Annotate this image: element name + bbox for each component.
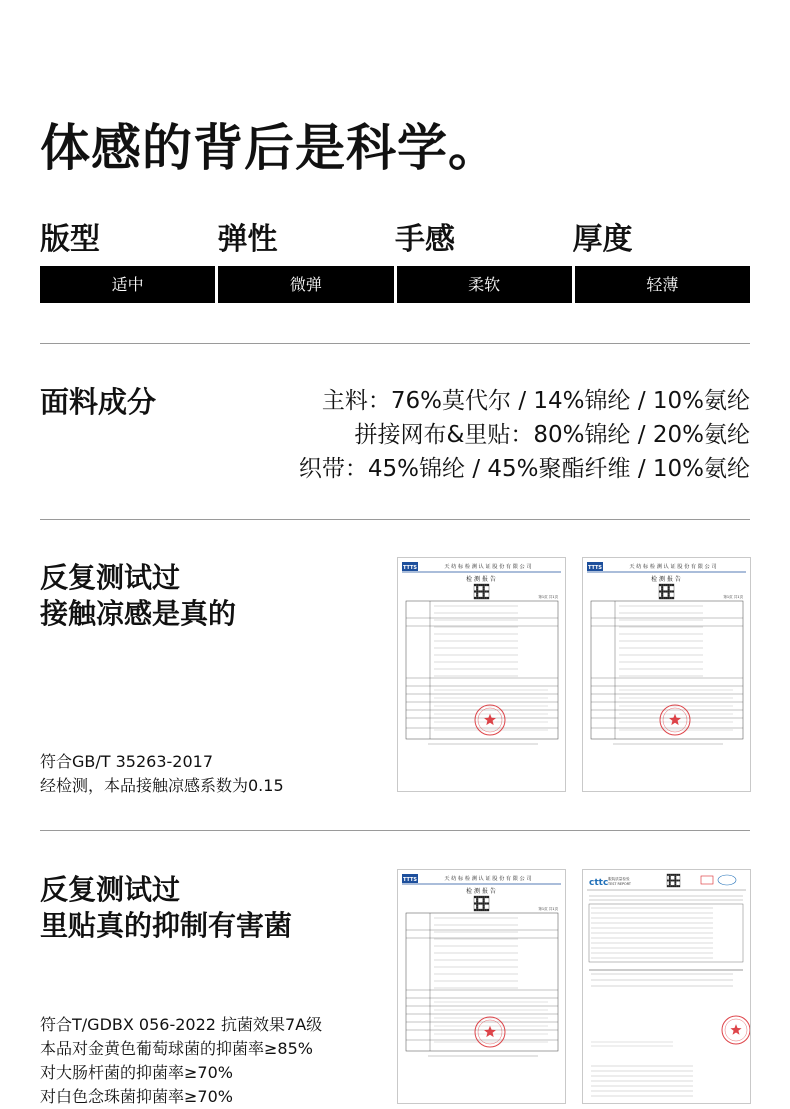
- report-company: 天 纺 标 检 测 认 证 股 份 有 限 公 司: [444, 876, 532, 882]
- antibacterial-note-line: 对大肠杆菌的抑菌率≥70%: [40, 1063, 233, 1082]
- divider: [40, 830, 750, 831]
- cooling-note-line: 符合GB/T 35263-2017: [40, 752, 214, 771]
- fabric-mesh: 拼接网布&里贴：80%锦纶 / 20%氨纶: [354, 422, 750, 448]
- test-report-image: [582, 869, 751, 1104]
- antibacterial-title-line: 里贴真的抑制有害菌: [40, 909, 293, 942]
- antibacterial-note-line: 符合T/GDBX 056-2022 抗菌效果7A级: [40, 1015, 323, 1034]
- ma-badge-icon: [701, 876, 713, 884]
- qr-code-icon: [667, 874, 680, 887]
- fabric-label: 面料成分: [40, 385, 157, 419]
- cooling-test-note: [40, 750, 284, 798]
- attribute-thickness-label: 厚度: [572, 222, 633, 257]
- qr-code-icon: [474, 584, 489, 599]
- report-subtitle: TEST REPORT: [608, 882, 631, 886]
- cooling-note-line: 经检测，本品接触凉感系数为0.15: [40, 776, 284, 795]
- fabric-composition: [299, 384, 750, 486]
- cooling-title-line: 接触凉感是真的: [40, 597, 237, 630]
- cnas-badge-icon: [718, 875, 736, 885]
- report-page: 第1页 共1页: [538, 907, 558, 911]
- attribute-values-bar: [40, 266, 750, 303]
- report-company: 天 纺 标 检 测 认 证 股 份 有 限 公 司: [444, 564, 532, 570]
- report-company: 天 纺 标 检 测 认 证 股 份 有 限 公 司: [629, 564, 717, 570]
- red-seal-stamp: [475, 1017, 505, 1047]
- report-page: 第1页 共1页: [723, 595, 743, 599]
- cooling-test-title: [40, 560, 236, 632]
- attribute-elasticity-label: 弹性: [217, 222, 278, 257]
- attribute-fit-label: 版型: [40, 222, 100, 257]
- attribute-feel-label: 手感: [395, 222, 455, 257]
- attribute-elasticity-value: 微弹: [218, 266, 393, 303]
- report-company: 服装质量检验: [608, 877, 630, 881]
- red-seal-stamp: [660, 705, 690, 735]
- report-title: 检 测 报 告: [651, 576, 681, 583]
- report-title: 检 测 报 告: [466, 888, 496, 895]
- qr-code-icon: [659, 584, 674, 599]
- fabric-main: 主料：76%莫代尔 / 14%锦纶 / 10%氨纶: [321, 388, 750, 414]
- cooling-title-line: 反复测试过: [40, 561, 181, 594]
- divider: [40, 519, 750, 520]
- attribute-thickness-value: 轻薄: [575, 266, 750, 303]
- attribute-headers: [40, 220, 750, 260]
- red-seal-stamp: [475, 705, 505, 735]
- antibacterial-note-line: 对白色念珠菌抑菌率≥70%: [40, 1087, 233, 1106]
- report-title: 检 测 报 告: [466, 576, 496, 583]
- qr-code-icon: [474, 896, 489, 911]
- antibacterial-title-line: 反复测试过: [40, 873, 181, 906]
- antibacterial-test-note: [40, 1013, 322, 1109]
- test-report-image: [582, 557, 751, 792]
- tts-logo-text: TTTS: [587, 565, 603, 571]
- test-report-image: [397, 869, 566, 1104]
- tts-logo-text: TTTS: [402, 877, 418, 883]
- antibacterial-note-line: 本品对金黄色葡萄球菌的抑菌率≥85%: [40, 1039, 313, 1058]
- divider: [40, 343, 750, 344]
- report-page: 第1页 共1页: [538, 595, 558, 599]
- antibacterial-test-title: [40, 872, 292, 944]
- attribute-feel-value: 柔软: [397, 266, 572, 303]
- fabric-band: 织带：45%锦纶 / 45%聚酯纤维 / 10%氨纶: [298, 456, 750, 482]
- tts-logo-text: TTTS: [402, 565, 418, 571]
- page-title: 体感的背后是科学。: [40, 119, 499, 177]
- attribute-fit-value: 适中: [40, 266, 215, 303]
- red-seal-stamp: [722, 1016, 750, 1044]
- test-report-image: [397, 557, 566, 792]
- cttc-logo: cttc: [589, 878, 609, 888]
